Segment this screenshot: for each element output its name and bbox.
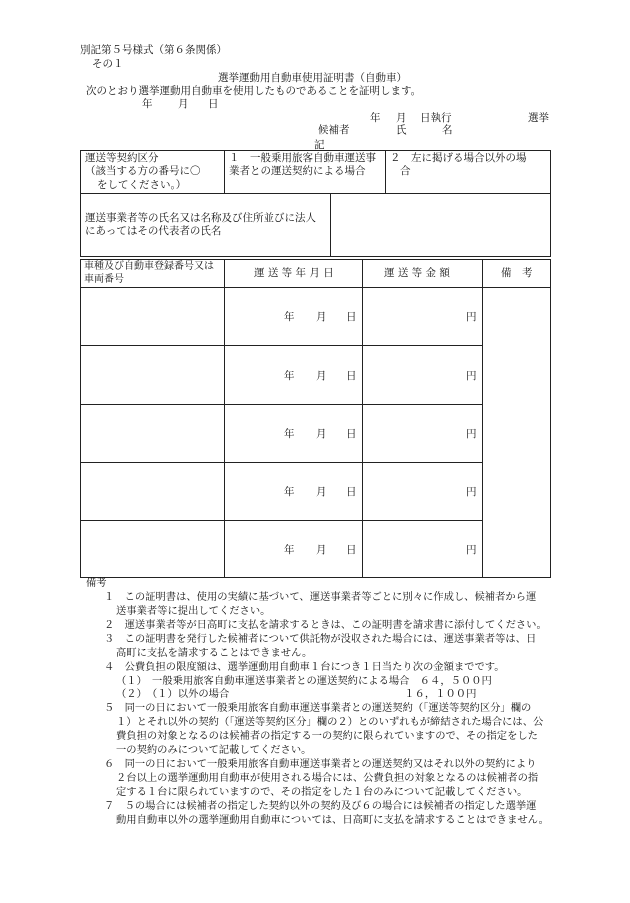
- row-month: 月: [316, 311, 327, 323]
- remark-line: 高町に支払を請求することはできません。: [116, 647, 313, 659]
- row-yen: 円: [466, 486, 477, 498]
- row-day: 日: [346, 370, 357, 382]
- vehicle-cell[interactable]: [81, 346, 223, 403]
- row-yen: 円: [466, 428, 477, 440]
- remark-line: ５ 同一の日において一般乗用旅客自動車運送事業者との運送契約（「運送等契約区分」欄の: [104, 702, 532, 714]
- row-month: 月: [316, 370, 327, 382]
- remark-line: １ この証明書は、使用の実績に基づいて、運送事業者等ごとに別々に作成し、候補者から運: [104, 591, 537, 603]
- operator-name-label: 運送事業者等の氏名又は名称及び住所並びに法人 にあってはその代表者の氏名: [85, 212, 316, 238]
- issue-date: [142, 98, 219, 112]
- row-day: 日: [346, 311, 357, 323]
- row-year: 年: [284, 486, 295, 498]
- row-month: 月: [316, 428, 327, 440]
- remark-line: ２ 運送事業者等が日高町に支払を請求するときは、この証明書を請求書に添付してください。: [104, 619, 547, 631]
- remark-line: 費負担の対象となるのは候補者の指定する一の契約に限られていますので、その指定をした: [116, 730, 538, 742]
- row-month: 月: [316, 486, 327, 498]
- row-year: 年: [284, 370, 295, 382]
- remark-line: ４ 公費負担の限度額は、選挙運動用自動車１台につき１日当たり次の金額までです。: [104, 661, 505, 673]
- contract-type-label: 運送等契約区分 （該当する方の番号に〇 をしてください。）: [85, 152, 201, 191]
- election-day: 日執行: [420, 112, 452, 124]
- remark-line: ２台以上の選挙運動用自動車が使用される場合には、公費負担の対象となるのは候補者の指: [116, 772, 539, 784]
- issue-date-day: 日: [208, 98, 219, 110]
- vehicle-cell[interactable]: [81, 521, 223, 577]
- candidate-label: 候補者: [318, 124, 350, 136]
- row-year: 年: [284, 311, 295, 323]
- row-day: 日: [346, 486, 357, 498]
- row-year: 年: [284, 544, 295, 556]
- col-header-vehicle: 車種及び自動車登録番号又は 車両番号: [84, 261, 214, 285]
- vehicle-cell[interactable]: [81, 288, 223, 344]
- remark-line: ３ この証明書を発行した候補者について供託物が没収された場合には、運送事業者等は、日: [104, 633, 537, 645]
- remark-line: 動用自動車以外の選挙運動用自動車については、日高町に支払を請求することはできません。: [116, 814, 549, 826]
- issue-date-month: 月: [178, 98, 189, 110]
- col-header-amount: 運 送 等 金 額: [384, 267, 450, 279]
- remark-line: ７ ５の場合には候補者の指定した契約以外の契約及び６の場合には候補者の指定した選挙運: [104, 800, 537, 812]
- col-header-remarks: 備 考: [501, 267, 533, 279]
- row-month: 月: [316, 544, 327, 556]
- contract-option-1[interactable]: １ 一般乗用旅客自動車運送事 業者との運送契約による場合: [229, 152, 376, 178]
- remark-line: １）とそれ以外の契約（「運送等契約区分」欄の２）とのいずれもが締結された場合には、公: [116, 716, 544, 728]
- certification-statement: 次のとおり選挙運動用自動車を使用したものであることを証明します。: [86, 85, 422, 97]
- row-yen: 円: [466, 311, 477, 323]
- form-sub-label: その１: [92, 58, 124, 70]
- ki-label: 記: [314, 139, 325, 151]
- remarks-column-field[interactable]: [483, 288, 550, 577]
- election-word: 選挙: [528, 112, 549, 124]
- name-char-2: 名: [442, 124, 453, 136]
- issue-date-year: 年: [142, 98, 153, 110]
- name-char-1: 氏: [396, 124, 407, 136]
- remark-line: ６ 同一の日において一般乗用旅客自動車運送事業者との運送契約又はそれ以外の契約により: [104, 758, 537, 770]
- candidate-line: [318, 124, 453, 138]
- remark-line: 一の契約のみについて記載してください。: [116, 744, 312, 756]
- row-yen: 円: [466, 544, 477, 556]
- remark-line: 定する１台に限られていますので、その指定をした１台のみについて記載してください。: [116, 786, 528, 798]
- row-yen: 円: [466, 370, 477, 382]
- contract-option-2[interactable]: ２ 左に掲げる場合以外の場 合: [390, 152, 527, 178]
- form-number-label: 別記第５号様式（第６条関係）: [80, 44, 227, 56]
- row-day: 日: [346, 428, 357, 440]
- remarks-heading: 備考: [86, 577, 107, 589]
- row-year: 年: [284, 428, 295, 440]
- operator-name-field[interactable]: [331, 194, 550, 256]
- document-title: 選挙運動用自動車使用証明書（自動車）: [218, 72, 407, 84]
- vehicle-cell[interactable]: [81, 405, 223, 461]
- col-header-date: 運 送 等 年 月 日: [254, 267, 334, 279]
- remark-line: （２） （１）以外の場合 １６，１００円: [116, 688, 477, 700]
- election-year: 年: [370, 112, 381, 124]
- remark-line: （１） 一般乗用旅客自動車運送事業者との運送契約による場合 ６４，５００円: [116, 675, 492, 687]
- election-month: 月: [396, 112, 407, 124]
- row-day: 日: [346, 544, 357, 556]
- remark-line: 送事業者等に提出してください。: [116, 605, 271, 617]
- vehicle-cell[interactable]: [81, 463, 223, 519]
